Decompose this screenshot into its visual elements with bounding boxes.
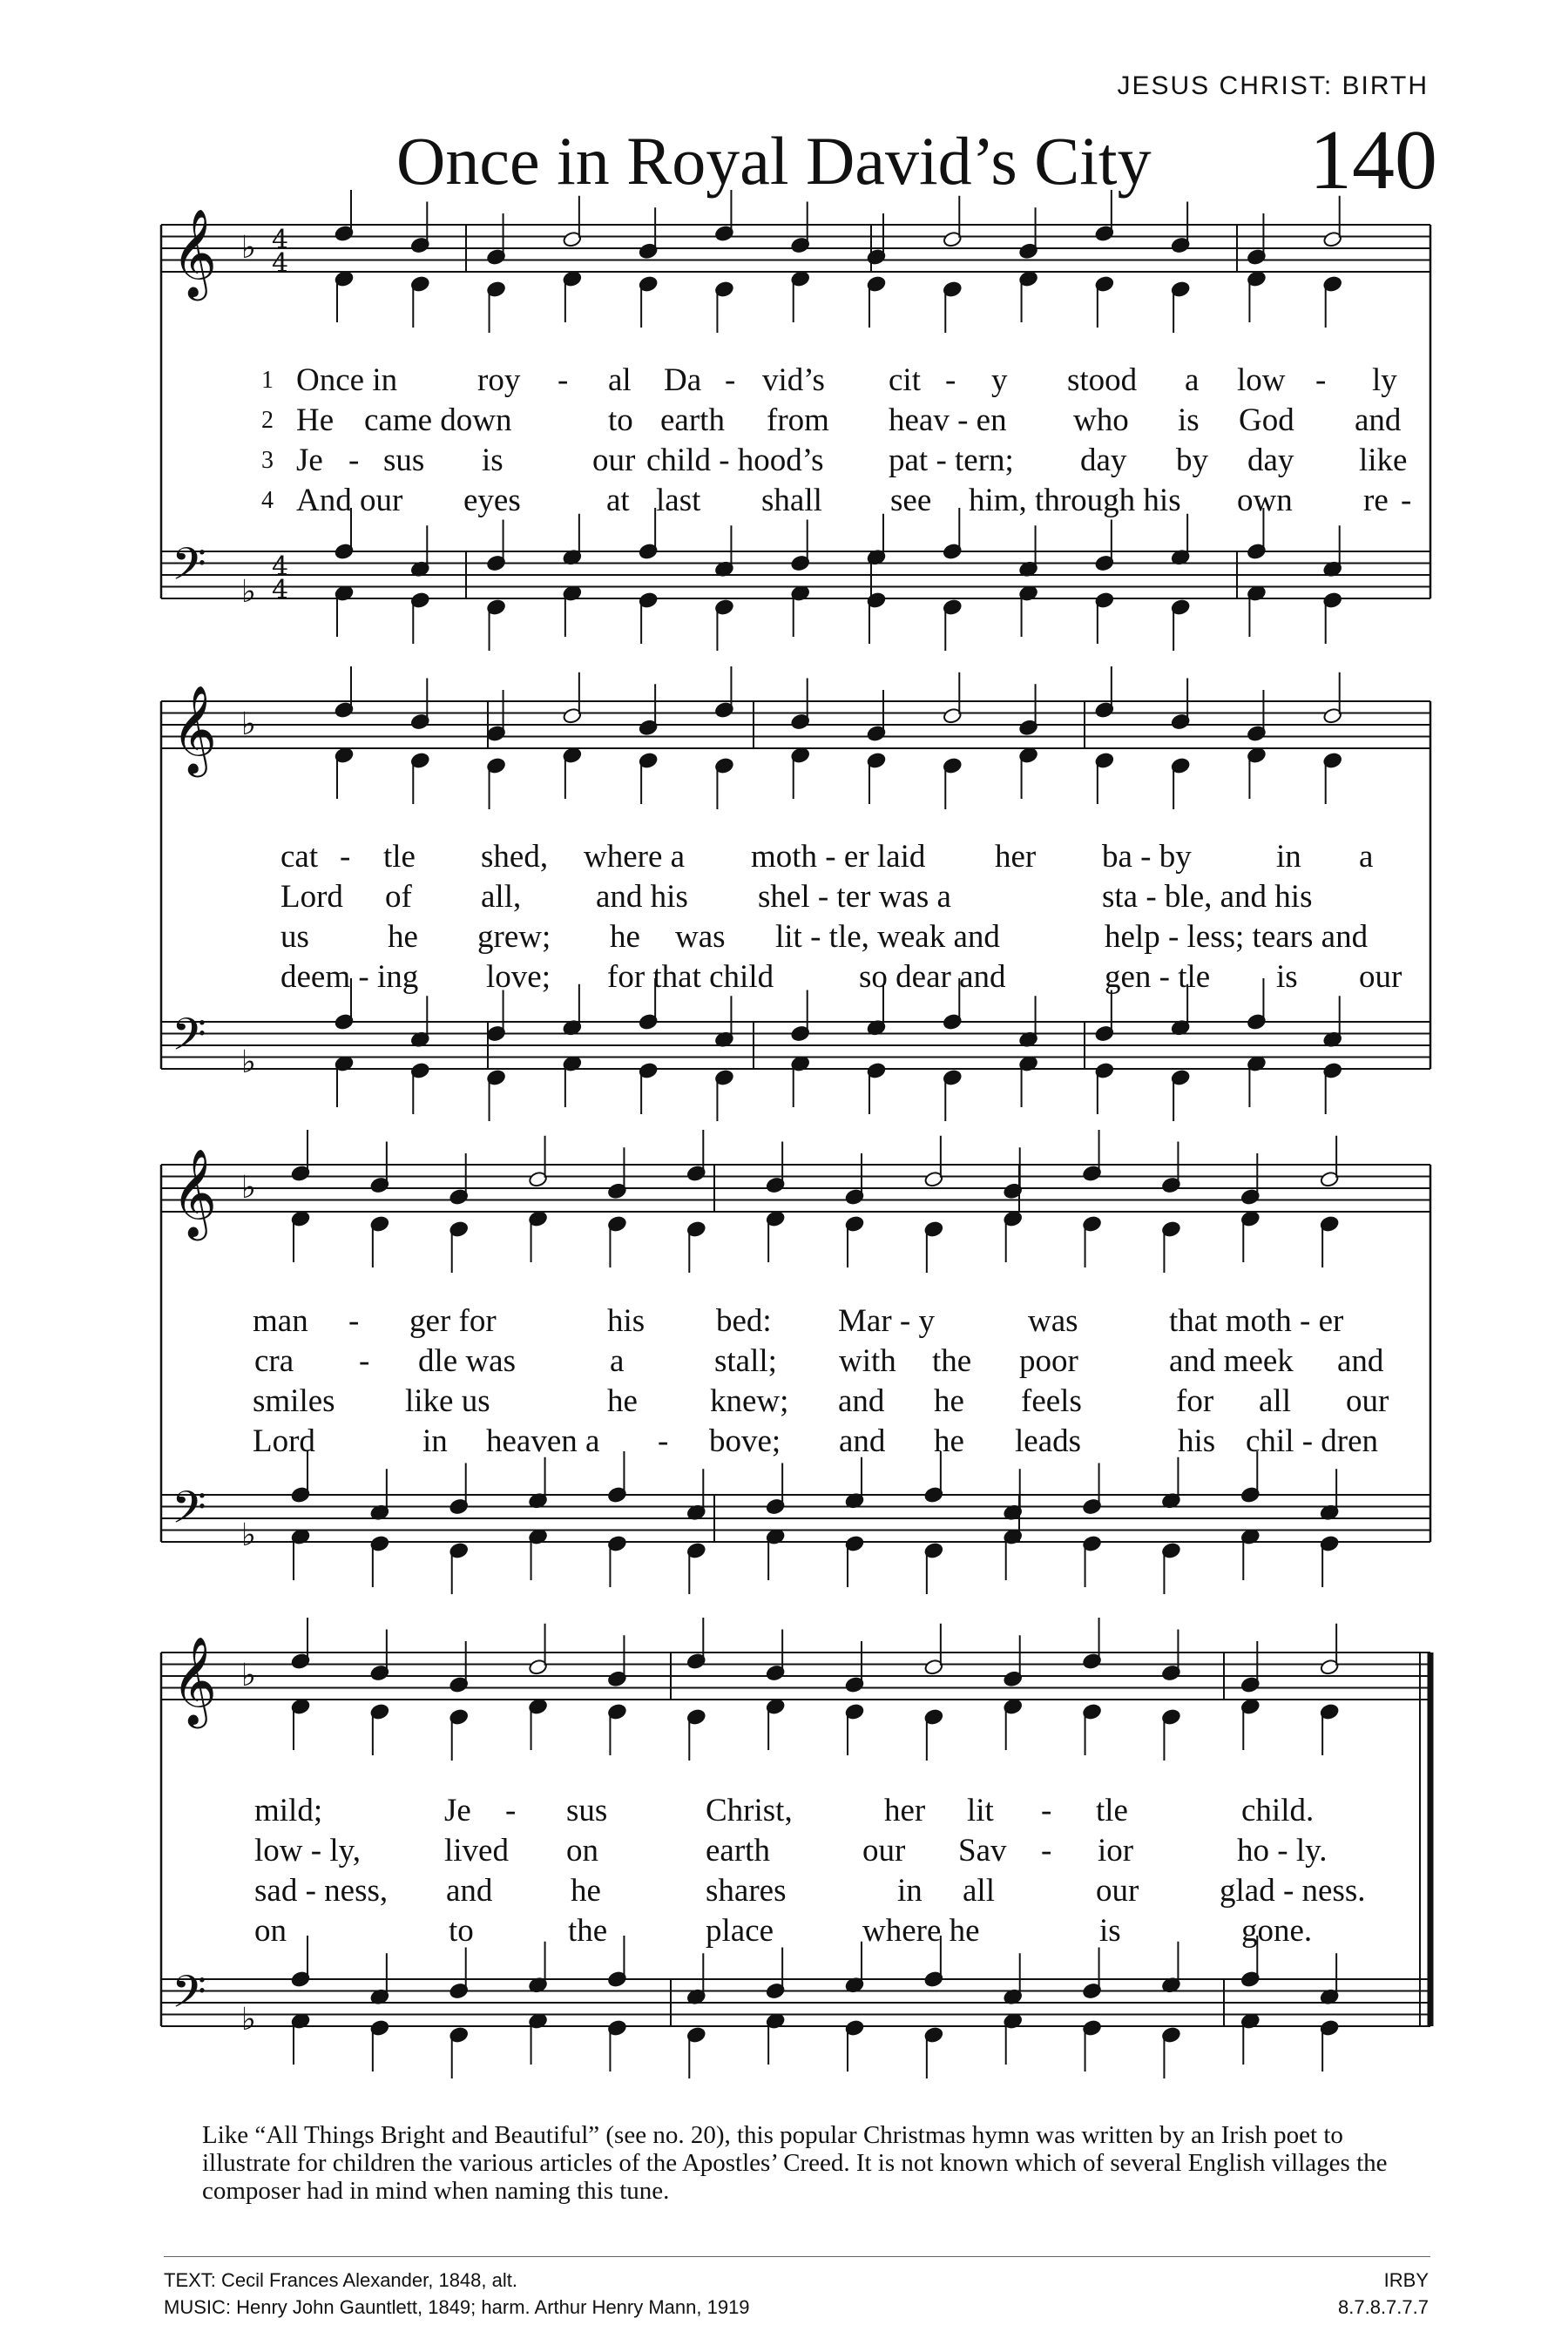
- lyric-word: heaven a: [486, 1423, 600, 1459]
- lyric-word: bove;: [709, 1423, 781, 1459]
- lyric-word: sad - ness,: [254, 1873, 389, 1909]
- lyric-word: roy: [477, 362, 521, 398]
- lyric-word: a: [1359, 839, 1374, 875]
- lyric-word: for that child: [607, 959, 774, 995]
- lyric-hyphen: -: [658, 1423, 669, 1459]
- lyric-word: Je: [296, 443, 323, 478]
- lyric-word: to: [608, 402, 633, 438]
- lyric-word: leads: [1015, 1423, 1082, 1459]
- text-credit: TEXT: Cecil Frances Alexander, 1848, alt.: [164, 2269, 517, 2291]
- lyric-word: man: [253, 1303, 308, 1339]
- hymn-note: Like “All Things Bright and Beautiful” (see no. 20), this popular Christmas hymn was written by an Irish poet to illustrate for children the various articles of the Apostles’ Creed. It is not known which of several English villages the composer had in mind when naming this tune.: [202, 2121, 1388, 2205]
- lyric-hyphen: -: [359, 1343, 370, 1379]
- lyric-word: shall: [761, 483, 822, 518]
- lyric-word: tle: [383, 839, 416, 875]
- lyric-word: see: [890, 483, 932, 518]
- lyric-word: his: [1178, 1423, 1216, 1459]
- lyric-word: and: [838, 1383, 885, 1419]
- lyric-hyphen: -: [1315, 362, 1327, 398]
- key-signature-flat: ♭: [241, 2002, 256, 2038]
- time-signature: 4: [272, 248, 289, 279]
- lyric-word: And our: [296, 483, 403, 518]
- lyric-word: shed,: [481, 839, 549, 875]
- lyric-word: with: [839, 1343, 896, 1379]
- bass-clef: 𝄢: [172, 1965, 206, 2029]
- lyric-word: is: [1178, 402, 1200, 438]
- lyric-word: glad - ness.: [1220, 1873, 1366, 1909]
- verse-number: 2: [261, 407, 274, 434]
- key-signature-flat: ♭: [241, 574, 256, 610]
- lyric-word: ba - by: [1102, 839, 1192, 875]
- lyric-word: our: [1096, 1873, 1139, 1909]
- lyric-word: cra: [254, 1343, 294, 1379]
- lyric-word: is: [1276, 959, 1298, 995]
- lyric-word: pat - tern;: [889, 443, 1014, 478]
- lyric-hyphen: -: [340, 839, 351, 875]
- bass-clef: 𝄢: [172, 537, 206, 601]
- lyric-word: feels: [1021, 1383, 1082, 1419]
- lyric-word: God: [1239, 402, 1294, 438]
- lyric-word: eyes: [463, 483, 521, 518]
- time-signature: 4: [272, 575, 289, 605]
- treble-clef: 𝄞: [172, 684, 218, 774]
- key-signature-flat: ♭: [241, 230, 256, 266]
- lyric-word: y: [991, 362, 1008, 398]
- lyric-word: our: [862, 1833, 906, 1869]
- lyric-word: moth - er laid: [751, 839, 926, 875]
- lyric-word: our: [1346, 1383, 1389, 1419]
- lyric-word: a: [1185, 362, 1200, 398]
- lyric-word: her: [884, 1793, 926, 1828]
- lyric-word: and meek: [1169, 1343, 1294, 1379]
- tune-name: IRBY: [1383, 2269, 1429, 2291]
- lyric-hyphen: -: [505, 1793, 517, 1828]
- verse-number: 4: [261, 487, 274, 514]
- lyric-word: like: [1359, 443, 1408, 478]
- lyric-word: he: [388, 919, 418, 955]
- lyric-word: lived: [444, 1833, 509, 1869]
- lyric-word: of: [385, 879, 412, 915]
- lyric-word: all: [1259, 1383, 1291, 1419]
- lyric-word: deem - ing: [280, 959, 419, 995]
- lyric-word: in: [897, 1873, 923, 1909]
- lyric-word: his: [607, 1303, 645, 1339]
- lyric-word: help - less; tears and: [1105, 919, 1369, 955]
- lyric-word: ior: [1098, 1833, 1134, 1869]
- lyric-word: sus: [566, 1793, 608, 1828]
- tune-meter: 8.7.8.7.7.7: [1338, 2296, 1429, 2318]
- footer-divider: [164, 2256, 1430, 2257]
- lyric-word: came down: [364, 402, 512, 438]
- lyric-word: and: [446, 1873, 493, 1909]
- lyric-word: in: [1276, 839, 1301, 875]
- lyric-word: He: [296, 402, 335, 438]
- lyric-word: vid’s: [762, 362, 825, 398]
- lyric-word: for: [1176, 1383, 1214, 1419]
- lyric-word: stood: [1067, 362, 1138, 398]
- lyric-hyphen: -: [1041, 1833, 1052, 1869]
- lyric-word: tle: [1096, 1793, 1128, 1828]
- lyric-word: all,: [481, 879, 522, 915]
- lyric-word: at: [606, 483, 630, 518]
- hymn-title: Once in Royal David’s City: [396, 123, 1152, 199]
- lyric-word: cit: [889, 362, 921, 398]
- lyric-word: ger for: [409, 1303, 497, 1339]
- music-credit: MUSIC: Henry John Gauntlett, 1849; harm. Arthur Henry Mann, 1919: [164, 2296, 750, 2318]
- bass-clef: 𝄢: [172, 1481, 206, 1544]
- lyric-word: earth: [706, 1833, 770, 1869]
- lyric-word: mild;: [254, 1793, 323, 1828]
- lyric-word: Je: [444, 1793, 471, 1828]
- lyric-word: in: [422, 1423, 448, 1459]
- lyric-word: Da: [664, 362, 702, 398]
- lyric-word: low - ly,: [254, 1833, 361, 1869]
- lyric-word: he: [610, 919, 640, 955]
- time-signature: 4: [272, 225, 289, 255]
- lyric-word: Lord: [280, 879, 343, 915]
- treble-clef: 𝄞: [172, 207, 218, 297]
- lyric-hyphen: -: [348, 443, 360, 478]
- key-signature-flat: ♭: [241, 1170, 256, 1206]
- lyric-word: sus: [383, 443, 425, 478]
- hymn-number: 140: [1309, 113, 1437, 207]
- lyric-word: chil - dren: [1246, 1423, 1379, 1459]
- lyric-word: was: [1028, 1303, 1078, 1339]
- lyric-word: a: [610, 1343, 625, 1379]
- lyric-hyphen: -: [558, 362, 569, 398]
- lyric-word: child - hood’s: [646, 443, 824, 478]
- lyric-word: dle was: [418, 1343, 516, 1379]
- key-signature-flat: ♭: [241, 1044, 256, 1080]
- key-signature-flat: ♭: [241, 1658, 256, 1693]
- hymnal-section-heading: JESUS CHRIST: BIRTH: [1117, 71, 1429, 100]
- lyric-word: stall;: [714, 1343, 777, 1379]
- lyric-word: day: [1247, 443, 1294, 478]
- lyric-word: and his: [596, 879, 688, 915]
- time-signature: 4: [272, 551, 289, 582]
- lyric-word: the: [932, 1343, 972, 1379]
- lyric-word: ho - ly.: [1237, 1833, 1328, 1869]
- lyric-word: our: [1359, 959, 1402, 995]
- lyric-word: earth: [660, 402, 725, 438]
- lyric-word: own: [1237, 483, 1293, 518]
- lyric-word: Mar - y: [838, 1303, 935, 1339]
- lyric-word: where a: [584, 839, 686, 875]
- hymn-credits: [164, 2267, 750, 2321]
- lyric-word: knew;: [710, 1383, 789, 1419]
- lyric-word: gen - tle: [1105, 959, 1211, 995]
- lyric-word: love;: [486, 959, 551, 995]
- lyric-word: he: [571, 1873, 601, 1909]
- lyric-word: ly: [1372, 362, 1397, 398]
- lyric-word: grew;: [477, 919, 551, 955]
- lyric-word: bed:: [716, 1303, 772, 1339]
- lyric-word: her: [995, 839, 1037, 875]
- lyric-word: and: [1337, 1343, 1384, 1379]
- lyric-word: is: [482, 443, 504, 478]
- lyric-word: Sav: [958, 1833, 1007, 1869]
- lyric-word: so dear and: [859, 959, 1006, 995]
- lyric-word: day: [1080, 443, 1127, 478]
- treble-clef: 𝄞: [172, 1635, 218, 1725]
- lyric-hyphen: -: [945, 362, 956, 398]
- lyric-word: to: [449, 1913, 474, 1949]
- lyric-word: cat: [280, 839, 319, 875]
- lyric-word: was: [675, 919, 726, 955]
- lyric-word: gone.: [1241, 1913, 1313, 1949]
- lyric-word: child.: [1241, 1793, 1315, 1828]
- lyric-word: and: [839, 1423, 886, 1459]
- lyric-hyphen: -: [348, 1303, 360, 1339]
- lyric-word: the: [568, 1913, 608, 1949]
- lyric-word: that moth - er: [1169, 1303, 1344, 1339]
- lyric-word: by: [1176, 443, 1208, 478]
- lyric-word: on: [566, 1833, 598, 1869]
- lyric-word: heav - en: [889, 402, 1007, 438]
- lyric-word: who: [1073, 402, 1129, 438]
- lyric-word: low: [1237, 362, 1286, 398]
- lyric-word: place: [706, 1913, 774, 1949]
- lyric-word: Lord: [253, 1423, 315, 1459]
- lyric-word: Christ,: [706, 1793, 793, 1828]
- verse-number: 1: [261, 367, 274, 394]
- bass-clef: 𝄢: [172, 1008, 206, 1071]
- lyric-word: shares: [706, 1873, 787, 1909]
- lyric-word: he: [934, 1423, 964, 1459]
- verse-number: 3: [261, 447, 274, 474]
- treble-clef: 𝄞: [172, 1147, 218, 1237]
- lyric-word: him, through his: [969, 483, 1181, 518]
- lyric-word: us: [280, 919, 309, 955]
- tune-info: [1338, 2267, 1429, 2321]
- lyric-word: re: [1363, 483, 1389, 518]
- lyric-word: like us: [405, 1383, 490, 1419]
- lyric-hyphen: -: [1401, 483, 1412, 518]
- lyric-hyphen: -: [1041, 1793, 1052, 1828]
- lyric-word: our: [592, 443, 636, 478]
- lyric-word: smiles: [253, 1383, 335, 1419]
- lyric-word: where he: [862, 1913, 980, 1949]
- lyric-word: poor: [1019, 1343, 1078, 1379]
- lyric-word: lit: [967, 1793, 994, 1828]
- lyric-word: all: [963, 1873, 995, 1909]
- lyric-word: Once in: [296, 362, 398, 398]
- lyric-word: is: [1099, 1913, 1121, 1949]
- lyric-word: and: [1355, 402, 1402, 438]
- key-signature-flat: ♭: [241, 1517, 256, 1553]
- lyric-word: from: [767, 402, 829, 438]
- lyric-word: sta - ble, and his: [1102, 879, 1313, 915]
- lyric-word: he: [934, 1383, 964, 1419]
- key-signature-flat: ♭: [241, 706, 256, 742]
- lyric-word: lit - tle, weak and: [775, 919, 1000, 955]
- lyric-word: on: [254, 1913, 287, 1949]
- lyric-word: he: [607, 1383, 638, 1419]
- lyric-hyphen: -: [725, 362, 736, 398]
- lyric-word: al: [608, 362, 632, 398]
- lyric-word: shel - ter was a: [758, 879, 951, 915]
- lyric-word: last: [656, 483, 701, 518]
